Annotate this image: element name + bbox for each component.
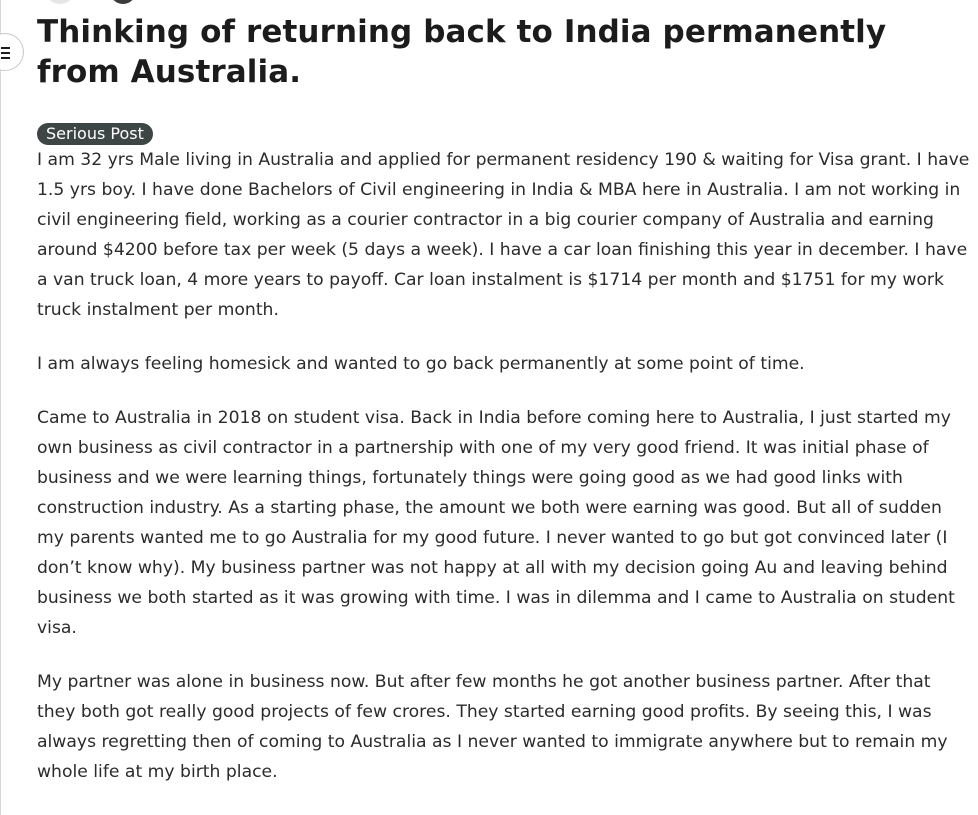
left-rail-divider bbox=[0, 0, 1, 815]
post-flair-badge[interactable]: Serious Post bbox=[37, 123, 153, 145]
post-paragraph: My partner was alone in business now. But after few months he got another business partner. After that they both got really good projects of few crores. They started earning good profits. By seeing this, I was always regretting then of coming to Australia as I never wanted to immigrate anywhere but to remain my whole life at my birth place. bbox=[37, 672, 948, 782]
sidebar-menu-button[interactable] bbox=[0, 33, 24, 71]
post-title: Thinking of returning back to India permanently from Australia. bbox=[37, 14, 887, 90]
post-body bbox=[37, 145, 972, 787]
post-paragraph: Came to Australia in 2018 on student visa. Back in India before coming here to Australia, I just started my own business as civil contractor in a partnership with one of my very good friend. It was initial phase of business and we were learning things, fortunately things were going good as we had good links with construction industry. As a starting phase, the amount we both were earning was good. But all of sudden my parents wanted me to go Australia for my good future. I never wanted to go but got convinced later (I don’t know why). My business partner was not happy at all with my decision going Au and leaving behind business we both started as it was growing with time. I was in dilemma and I came to Australia on student visa. bbox=[37, 408, 955, 638]
avatar[interactable] bbox=[44, 0, 76, 4]
post-container bbox=[37, 12, 972, 811]
author-avatar[interactable] bbox=[110, 0, 136, 4]
post-paragraph: I am 32 yrs Male living in Australia and applied for permanent residency 190 & waiting for Visa grant. I have 1.5 yrs boy. I have done Bachelors of Civil engineering in India & MBA here in Australia. I am not working in civil engineering field, working as a courier contractor in a big courier company of Australia and earning around $4200 before tax per week (5 days a week). I have a car loan finishing this year in december. I have a van truck loan, 4 more years to payoff. Car loan instalment is $1714 per month and $1751 for my work truck instalment per month. bbox=[37, 150, 970, 320]
post-paragraph: I am always feeling homesick and wanted to go back permanently at some point of time. bbox=[37, 354, 805, 374]
